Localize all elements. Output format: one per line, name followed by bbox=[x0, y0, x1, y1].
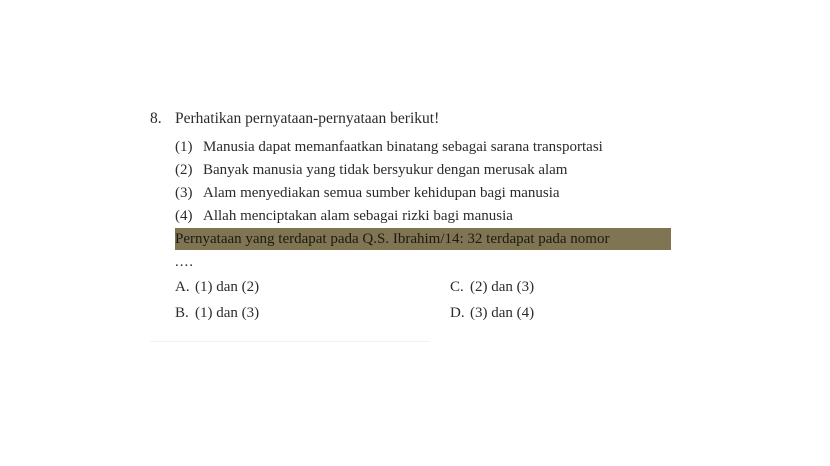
option-text: (3) dan (4) bbox=[470, 305, 535, 321]
option-letter: C. bbox=[450, 279, 464, 295]
statement-number: (3) bbox=[175, 185, 193, 201]
statement-number: (4) bbox=[175, 208, 193, 224]
statement-item-2 bbox=[175, 159, 715, 182]
statement-text: Manusia dapat memanfaatkan binatang sebagai sarana transportasi bbox=[203, 139, 603, 155]
question-number: 8. bbox=[150, 110, 162, 127]
statement-text: Banyak manusia yang tidak bersyukur dengan merusak alam bbox=[203, 162, 568, 178]
statement-number: (2) bbox=[175, 162, 193, 178]
option-b[interactable] bbox=[175, 302, 259, 324]
option-a[interactable] bbox=[175, 276, 259, 298]
highlighted-question-text[interactable]: Pernyataan yang terdapat pada Q.S. Ibrahim/14: 32 terdapat pada nomor bbox=[175, 228, 671, 250]
option-letter: A. bbox=[175, 279, 190, 295]
question-block bbox=[150, 108, 710, 321]
statement-item-1 bbox=[175, 136, 715, 159]
option-text: (1) dan (3) bbox=[195, 305, 260, 321]
option-letter: D. bbox=[450, 305, 465, 321]
option-letter: B. bbox=[175, 305, 189, 321]
option-text: (1) dan (2) bbox=[195, 279, 260, 295]
statement-text: Allah menciptakan alam sebagai rizki bagi manusia bbox=[203, 208, 513, 224]
statement-item-3 bbox=[175, 182, 715, 205]
statement-list bbox=[175, 136, 715, 228]
statement-item-4 bbox=[175, 205, 715, 228]
statement-number: (1) bbox=[175, 139, 193, 155]
divider bbox=[150, 341, 430, 342]
answer-ellipsis: .... bbox=[175, 254, 194, 270]
option-d[interactable] bbox=[450, 302, 534, 324]
option-text: (2) dan (3) bbox=[470, 279, 535, 295]
statement-text: Alam menyediakan semua sumber kehidupan bagi manusia bbox=[203, 185, 560, 201]
question-prompt: Perhatikan pernyataan-pernyataan berikut! bbox=[175, 110, 440, 127]
question-header bbox=[150, 108, 710, 130]
option-c[interactable] bbox=[450, 276, 534, 298]
